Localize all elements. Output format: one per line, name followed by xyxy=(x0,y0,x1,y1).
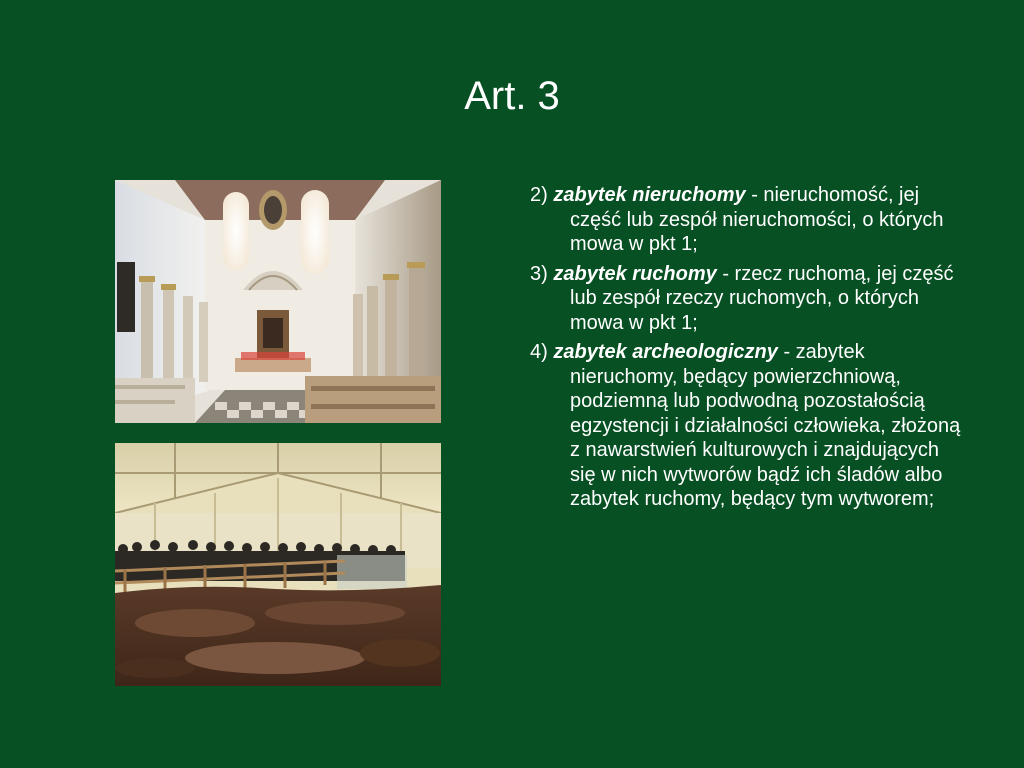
definition-description: - zabytek nieruchomy, będący powierzchniową, podziemną lub podwodną pozostałością egzystencji i działalności człowieka, złożoną z nawarstwień kulturowych i znajdujących się w nich wytworów bądź ich śladów albo zabytek ruchomy, będący tym wytworem; xyxy=(570,341,961,510)
definition-number: 4) xyxy=(530,341,548,363)
definition-number: 2) xyxy=(530,184,548,206)
definition-term: zabytek nieruchomy xyxy=(553,184,746,206)
definition-item xyxy=(530,183,970,257)
definition-item xyxy=(530,340,970,512)
slide-title: Art. 3 xyxy=(464,74,560,118)
definition-description: - rzecz ruchomą, jej część lub zespół rzeczy ruchomych, o których mowa w pkt 1; xyxy=(570,262,954,334)
definition-item xyxy=(530,262,970,336)
definition-term: zabytek ruchomy xyxy=(553,262,717,285)
archaeological-tent-photo xyxy=(115,443,441,686)
definitions-list xyxy=(530,183,970,517)
definition-term: zabytek archeologiczny xyxy=(553,341,778,363)
definition-number: 3) xyxy=(530,262,548,285)
church-interior-photo xyxy=(115,180,441,423)
definition-description: - nieruchomość, jej część lub zespół nieruchomości, o których mowa w pkt 1; xyxy=(570,184,944,255)
